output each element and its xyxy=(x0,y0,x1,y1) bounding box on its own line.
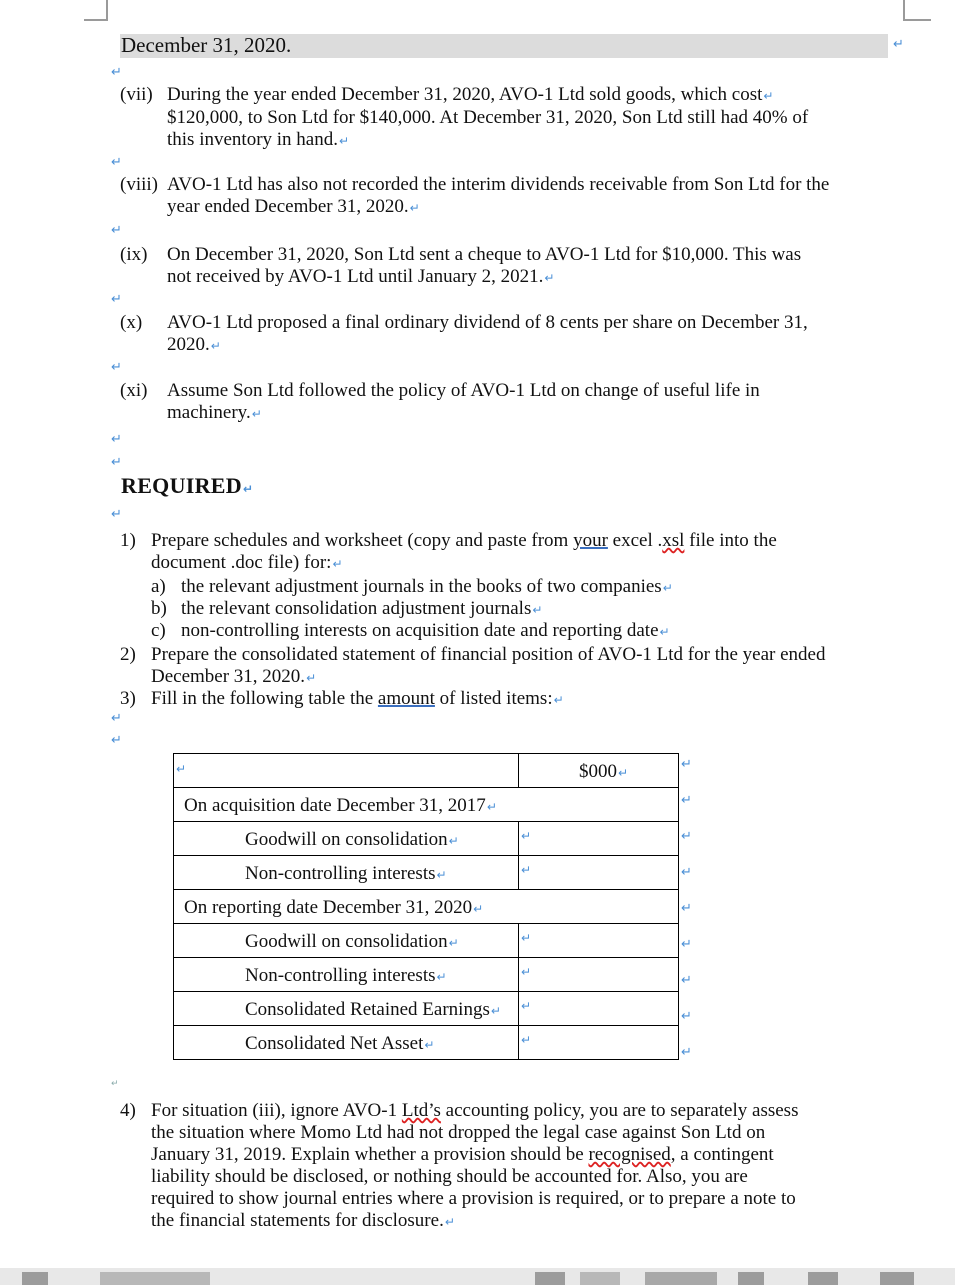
paragraph-mark-icon: ↵ xyxy=(111,155,122,170)
paragraph-mark-icon: ↵ xyxy=(111,711,122,726)
item-line: During the year ended December 31, 2020, AVO-1 Ltd sold goods, which cost xyxy=(167,84,763,105)
item-line: AVO-1 Ltd proposed a final ordinary dividend of 8 cents per share on December 31, xyxy=(167,312,808,333)
sub-item-text: the relevant consolidation adjustment journals xyxy=(181,598,532,619)
question-text: the financial statements for disclosure. xyxy=(151,1210,444,1231)
row-end-mark-icon: ↵ xyxy=(681,757,692,772)
question-text: liability should be disclosed, or nothing should be accounted for. Also, you are xyxy=(151,1166,748,1187)
table-cell[interactable] xyxy=(174,788,519,822)
status-bar xyxy=(0,1268,955,1285)
item-line: year ended December 31, 2020. xyxy=(167,196,409,217)
amounts-table xyxy=(173,753,679,1060)
row-label: Goodwill on consolidation xyxy=(245,931,448,952)
item-number: (vii) xyxy=(120,84,153,105)
crop-mark-right-h xyxy=(903,19,931,21)
cell-mark-icon: ↵ xyxy=(521,863,532,877)
table-cell[interactable] xyxy=(519,890,679,924)
cell-mark-icon: ↵ xyxy=(521,999,532,1013)
item-line: $120,000, to Son Ltd for $140,000. At December 31, 2020, Son Ltd still had 40% of xyxy=(167,107,809,128)
spelling-flag: Ltd’s xyxy=(401,1100,441,1121)
status-bar-icon xyxy=(535,1272,565,1285)
item-number: (xi) xyxy=(120,380,148,401)
row-label: On acquisition date December 31, 2017 xyxy=(184,795,486,816)
table-row xyxy=(174,1026,679,1060)
item-line: not received by AVO-1 Ltd until January 2, 2021. xyxy=(167,266,544,287)
paragraph-mark-icon: ↵ xyxy=(111,292,122,307)
table-cell[interactable] xyxy=(174,822,519,856)
paragraph-mark-icon: ↵ xyxy=(111,360,122,375)
question-text: Prepare schedules and worksheet (copy and paste from xyxy=(151,530,574,551)
paragraph-mark-icon: ↵ xyxy=(544,271,555,285)
paragraph-mark-icon: ↵ xyxy=(210,339,221,353)
question-text: Fill in the following table the xyxy=(151,688,378,709)
sub-item-letter: c) xyxy=(151,620,166,641)
row-label: On reporting date December 31, 2020 xyxy=(184,897,473,918)
cell-mark-icon: ↵ xyxy=(486,800,497,814)
question-text: January 31, 2019. Explain whether a provision should be xyxy=(151,1144,589,1165)
cell-mark-icon: ↵ xyxy=(490,1004,501,1018)
row-end-mark-icon: ↵ xyxy=(681,973,692,988)
cell-mark-icon: ↵ xyxy=(521,829,532,843)
row-label: Non-controlling interests xyxy=(245,863,436,884)
column-header: $000 xyxy=(579,761,617,782)
spelling-flag: xsl xyxy=(662,530,685,551)
question-text: , a contingent xyxy=(670,1144,774,1165)
status-bar-label xyxy=(580,1272,620,1285)
amount-cell[interactable] xyxy=(519,992,679,1026)
table-row xyxy=(174,958,679,992)
paragraph-mark-icon: ↵ xyxy=(662,581,673,595)
question-text: December 31, 2020. xyxy=(151,666,306,687)
question-text: file into the xyxy=(684,530,777,551)
question-text: excel . xyxy=(607,530,663,551)
question-number: 1) xyxy=(120,530,136,551)
table-cell[interactable] xyxy=(174,890,519,924)
row-label: Non-controlling interests xyxy=(245,965,436,986)
cell-mark-icon: ↵ xyxy=(436,970,447,984)
paragraph-mark-icon: ↵ xyxy=(763,89,774,103)
paragraph-mark-icon: ↵ xyxy=(111,65,122,80)
paragraph-mark-icon: ↵ xyxy=(332,557,343,571)
cell-mark-icon: ↵ xyxy=(424,1038,435,1052)
amount-cell[interactable] xyxy=(519,856,679,890)
row-end-mark-icon: ↵ xyxy=(681,793,692,808)
sub-item-letter: b) xyxy=(151,598,167,619)
date-heading: December 31, 2020. xyxy=(121,33,292,57)
table-cell[interactable] xyxy=(174,924,519,958)
item-number: (viii) xyxy=(120,174,158,195)
question-text: the situation where Momo Ltd had not dropped the legal case against Son Ltd on xyxy=(151,1122,766,1143)
question-text: document .doc file) for: xyxy=(151,552,332,573)
paragraph-mark-icon: ↵ xyxy=(251,407,262,421)
cell-mark-icon: ↵ xyxy=(448,936,459,950)
paragraph-mark-icon: ↵ xyxy=(111,223,122,238)
required-heading: REQUIRED↵ xyxy=(121,473,254,498)
status-bar-icon xyxy=(22,1272,48,1285)
row-end-mark-icon: ↵ xyxy=(681,901,692,916)
paragraph-mark-icon: ↵ xyxy=(111,1079,119,1089)
question-number: 2) xyxy=(120,644,136,665)
amount-cell[interactable] xyxy=(519,1026,679,1060)
crop-mark-right-v xyxy=(903,0,905,21)
row-label: Consolidated Retained Earnings xyxy=(245,999,490,1020)
cell-mark-icon: ↵ xyxy=(176,762,187,776)
paragraph-mark-icon: ↵ xyxy=(444,1215,455,1229)
sub-item-text: non-controlling interests on acquisition date and reporting date xyxy=(181,620,659,641)
grammar-flag: amount xyxy=(377,688,435,709)
paragraph-mark-icon: ↵ xyxy=(532,603,543,617)
item-line: On December 31, 2020, Son Ltd sent a cheque to AVO-1 Ltd for $10,000. This was xyxy=(167,244,802,265)
table-row xyxy=(174,992,679,1026)
amount-cell[interactable] xyxy=(519,822,679,856)
row-end-mark-icon: ↵ xyxy=(681,937,692,952)
cell-mark-icon: ↵ xyxy=(521,965,532,979)
item-number: (x) xyxy=(120,312,143,333)
item-line: machinery. xyxy=(167,402,251,423)
table-cell[interactable] xyxy=(519,788,679,822)
cell-mark-icon: ↵ xyxy=(618,766,629,780)
table-cell[interactable] xyxy=(174,958,519,992)
table-row xyxy=(174,924,679,958)
row-end-mark-icon: ↵ xyxy=(681,865,692,880)
question-number: 3) xyxy=(120,688,136,709)
view-mode-icon[interactable] xyxy=(880,1272,914,1285)
paragraph-mark-icon: ↵ xyxy=(893,37,904,52)
item-line: Assume Son Ltd followed the policy of AVO-1 Ltd on change of useful life in xyxy=(167,380,760,401)
paragraph-mark-icon: ↵ xyxy=(111,455,122,470)
cell-mark-icon: ↵ xyxy=(521,931,532,945)
paragraph-mark-icon: ↵ xyxy=(242,482,254,496)
row-end-mark-icon: ↵ xyxy=(681,829,692,844)
row-label: Consolidated Net Asset xyxy=(245,1033,424,1054)
sub-item-text: the relevant adjustment journals in the books of two companies xyxy=(181,576,662,597)
amount-cell[interactable] xyxy=(519,924,679,958)
paragraph-mark-icon: ↵ xyxy=(111,733,122,748)
table-cell[interactable] xyxy=(174,856,519,890)
question-text: For situation (iii), ignore AVO-1 xyxy=(151,1100,402,1121)
table-cell[interactable] xyxy=(174,754,519,788)
view-mode-icon[interactable] xyxy=(808,1272,838,1285)
paragraph-mark-icon: ↵ xyxy=(306,671,317,685)
view-mode-icon[interactable] xyxy=(738,1272,764,1285)
amount-cell[interactable] xyxy=(519,958,679,992)
question-number: 4) xyxy=(120,1100,136,1121)
question-text: of listed items: xyxy=(434,688,553,709)
paragraph-mark-icon: ↵ xyxy=(659,625,670,639)
row-end-mark-icon: ↵ xyxy=(681,1009,692,1024)
view-mode-icon[interactable] xyxy=(645,1272,717,1285)
table-row xyxy=(174,890,679,924)
item-line: AVO-1 Ltd has also not recorded the interim dividends receivable from Son Ltd for the xyxy=(167,174,830,195)
status-bar-label xyxy=(100,1272,210,1285)
question-text: required to show journal entries where a provision is required, or to prepare a note to xyxy=(151,1188,796,1209)
paragraph-mark-icon: ↵ xyxy=(409,201,420,215)
row-label: Goodwill on consolidation xyxy=(245,829,448,850)
item-number: (ix) xyxy=(120,244,148,265)
spelling-flag: recognised xyxy=(588,1144,671,1165)
table-cell[interactable] xyxy=(174,992,519,1026)
table-row xyxy=(174,788,679,822)
question-text: accounting policy, you are to separately assess xyxy=(440,1100,799,1121)
grammar-flag: your xyxy=(573,530,608,551)
crop-mark-left-h xyxy=(84,19,108,21)
table-row xyxy=(174,822,679,856)
cell-mark-icon: ↵ xyxy=(473,902,484,916)
table-cell[interactable] xyxy=(519,754,679,788)
cell-mark-icon: ↵ xyxy=(521,1033,532,1047)
sub-item-letter: a) xyxy=(151,576,166,597)
cell-mark-icon: ↵ xyxy=(448,834,459,848)
paragraph-mark-icon: ↵ xyxy=(553,693,564,707)
item-line: 2020. xyxy=(167,334,210,355)
table-cell[interactable] xyxy=(174,1026,519,1060)
crop-mark-left-v xyxy=(106,0,108,21)
row-end-mark-icon: ↵ xyxy=(681,1045,692,1060)
item-line: this inventory in hand. xyxy=(167,129,338,150)
cell-mark-icon: ↵ xyxy=(436,868,447,882)
paragraph-mark-icon: ↵ xyxy=(111,432,122,447)
table-header-row xyxy=(174,754,679,788)
paragraph-mark-icon: ↵ xyxy=(111,507,122,522)
paragraph-mark-icon: ↵ xyxy=(338,134,350,148)
question-text: Prepare the consolidated statement of financial position of AVO-1 Ltd for the year ended xyxy=(151,644,826,665)
table-row xyxy=(174,856,679,890)
